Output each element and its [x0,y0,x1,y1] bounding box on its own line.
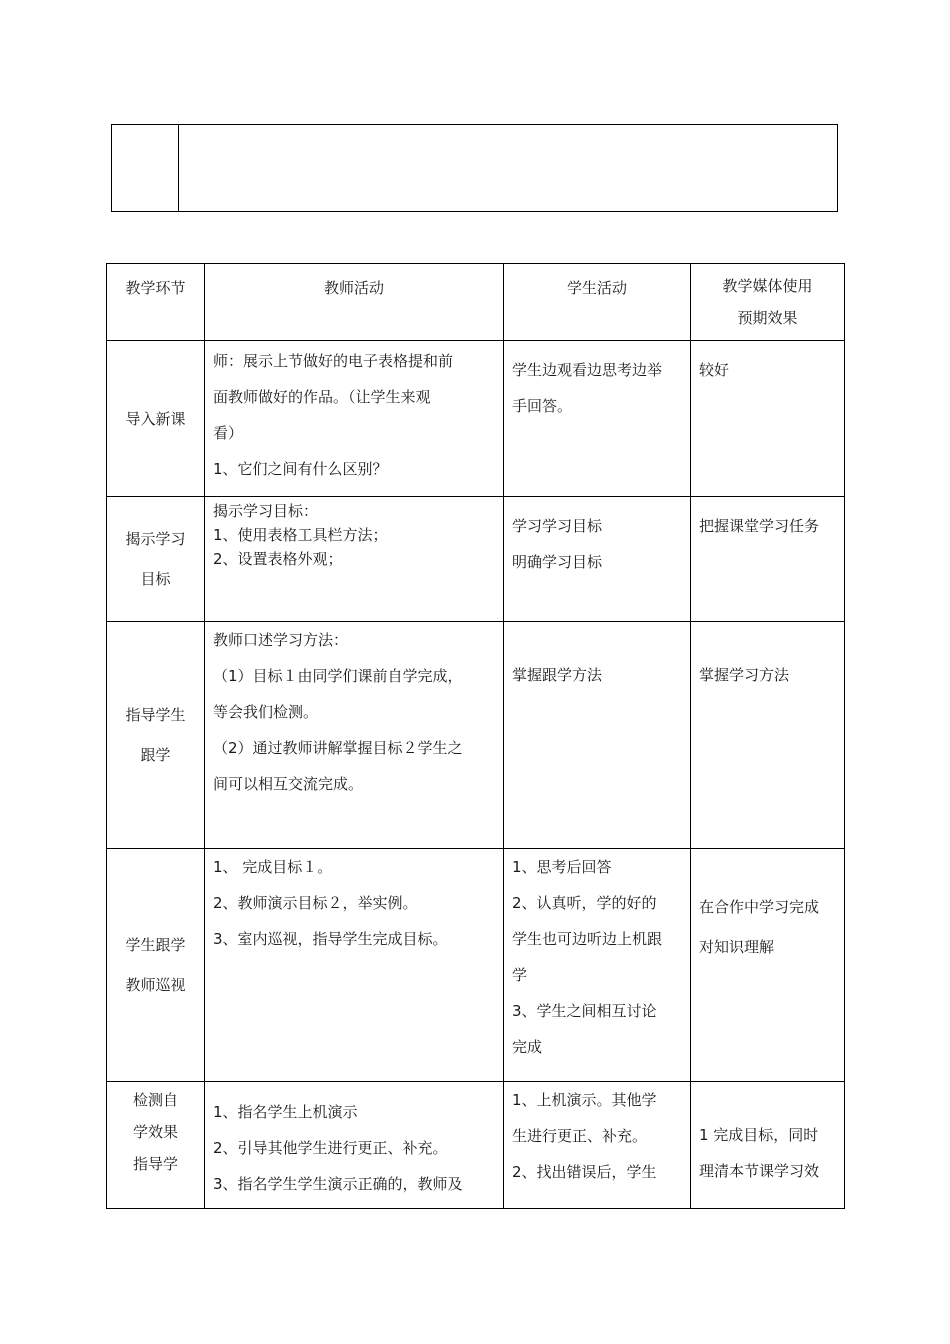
stage-cell: 检测自 学效果 指导学 [107,1082,205,1209]
header-teacher: 教师活动 [205,264,504,341]
table-row [107,622,845,849]
table-row [107,497,845,622]
header-media-line: 教学媒体使用 [722,277,813,295]
teacher-cell: 1、指名学生上机演示 2、引导其他学生进行更正、补充。 3、指名学生学生演示正确的，教师及 [205,1082,504,1209]
header-stage: 教学环节 [107,264,205,341]
media-cell: 1 完成目标，同时 理清本节课学习效 [691,1082,845,1209]
student-cell: 学生边观看边思考边举 手回答。 [504,341,691,497]
header-student: 学生活动 [504,264,691,341]
header-media [691,264,845,341]
stage-cell: 揭示学习 目标 [107,497,205,622]
student-cell: 学习学习目标 明确学习目标 [504,497,691,622]
student-cell: 1、思考后回答 2、认真听，学的好的 学生也可边听边上机跟 学 3、学生之间相互讨论 完成 [504,849,691,1082]
table-row [107,341,845,497]
media-cell: 把握课堂学习任务 [691,497,845,622]
media-cell: 较好 [691,341,845,497]
header-effect-line: 预期效果 [737,309,798,327]
media-cell: 掌握学习方法 [691,622,845,849]
stage-cell: 指导学生 跟学 [107,622,205,849]
stage-cell: 导入新课 [107,341,205,497]
header-box-divider [178,125,179,211]
table-row [107,849,845,1082]
stage-cell: 学生跟学 教师巡视 [107,849,205,1082]
teacher-cell: 揭示学习目标： 1、使用表格工具栏方法； 2、设置表格外观； [205,497,504,622]
teacher-cell: 师：展示上节做好的电子表格提和前 面教师做好的作品。（让学生来观 看） 1、它们之间有什么区别？ [205,341,504,497]
lesson-plan-table [106,263,845,1209]
table-header-row [107,264,845,341]
teacher-cell: 1、 完成目标１。 2、教师演示目标２，举实例。 3、室内巡视，指导学生完成目标。 [205,849,504,1082]
student-cell: 掌握跟学方法 [504,622,691,849]
table-row [107,1082,845,1209]
media-cell: 在合作中学习完成 对知识理解 [691,849,845,1082]
teacher-cell: 教师口述学习方法： （1）目标１由同学们课前自学完成， 等会我们检测。 （2）通过教师讲解掌握目标２学生之 间可以相互交流完成。 [205,622,504,849]
student-cell: 1、上机演示。其他学 生进行更正、补充。 2、找出错误后，学生 [504,1082,691,1209]
header-box [111,124,838,212]
